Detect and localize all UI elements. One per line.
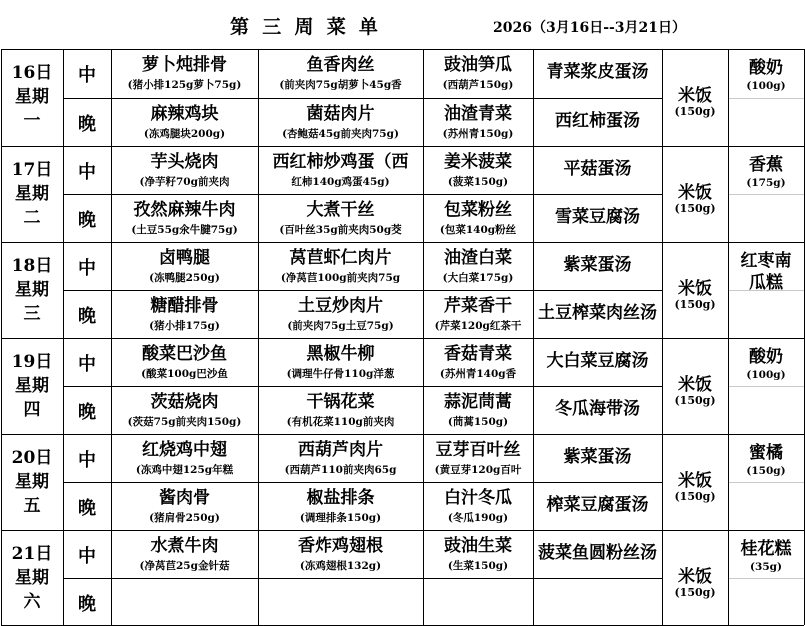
extra-name: 红枣南瓜糕 — [740, 251, 792, 290]
meal-label: 中 — [78, 258, 96, 279]
meal-label: 晚 — [78, 402, 96, 423]
dish-ingredients: (包菜140g粉丝 — [439, 224, 517, 236]
dish-name: 干锅花菜 — [306, 392, 375, 412]
rice-name: 米饭 — [678, 471, 712, 491]
soup-name: 平菇蛋汤 — [563, 159, 632, 179]
day-weekday: 星期一 — [15, 87, 49, 131]
soup-name: 西红柿蛋汤 — [555, 111, 640, 131]
extra-weight: (175g) — [746, 177, 786, 189]
dish-name: 红烧鸡中翅 — [142, 440, 227, 460]
soup-name: 大白菜豆腐汤 — [546, 351, 649, 371]
dish-name: 姜米菠菜 — [444, 152, 512, 172]
day-weekday: 星期三 — [15, 280, 49, 324]
soup-name: 榨菜豆腐蛋汤 — [546, 495, 649, 515]
dish-name: 酱肉骨 — [159, 488, 210, 508]
dish-ingredients: (茨菇75g前夹肉150g) — [127, 416, 242, 428]
extra-weight: (100g) — [746, 369, 786, 381]
dish-ingredients: (有机花菜110g前夹肉 — [286, 416, 395, 428]
dish-name: 水煮牛肉 — [150, 536, 219, 556]
dish-name: 包菜粉丝 — [444, 200, 512, 220]
dish-ingredients: (前夹肉75g胡萝卜45g香 — [279, 79, 402, 91]
dish-name: 糖醋排骨 — [150, 296, 219, 316]
meal-label: 中 — [78, 546, 96, 567]
extra-weight: (35g) — [750, 561, 782, 573]
dish-name: 大煮干丝 — [306, 200, 375, 220]
rice-weight: (150g) — [674, 202, 716, 215]
dish-name: 菌菇肉片 — [306, 104, 375, 124]
dish-name: 芋头烧肉 — [150, 152, 219, 172]
dish-name: 孜然麻辣牛肉 — [133, 200, 236, 220]
day-weekday: 星期六 — [15, 568, 49, 612]
extra-name: 酸奶 — [749, 347, 783, 367]
meal-label: 晚 — [78, 210, 96, 231]
menu-date-range: 2026（3月16日--3月21日） — [493, 20, 687, 36]
dish-name: 椒盐排条 — [306, 488, 375, 508]
dish-ingredients: (猪肩骨250g) — [149, 512, 220, 524]
rice-name: 米饭 — [678, 375, 712, 395]
day-weekday: 星期四 — [15, 376, 49, 420]
dish-name: 土豆炒肉片 — [298, 296, 383, 316]
soup-name: 土豆榨菜肉丝汤 — [538, 303, 657, 323]
dish-ingredients: (调理排条150g) — [299, 512, 382, 524]
dish-name: 酸菜巴沙鱼 — [142, 344, 227, 364]
meal-label: 晚 — [78, 306, 96, 327]
rice-weight: (150g) — [674, 394, 716, 407]
meal-label: 晚 — [78, 498, 96, 519]
soup-name: 青菜浆皮蛋汤 — [546, 62, 649, 82]
dish-ingredients: (冻鸭腿250g) — [149, 272, 220, 284]
soup-name: 冬瓜海带汤 — [555, 399, 640, 419]
dish-name: 萝卜炖排骨 — [142, 55, 227, 75]
rice-weight: (150g) — [674, 105, 716, 118]
dish-name: 鱼香肉丝 — [306, 55, 375, 75]
extra-name: 桂花糕 — [740, 539, 792, 559]
dish-ingredients: (冻鸡腿块200g) — [143, 128, 226, 140]
extra-weight: (100g) — [746, 80, 786, 92]
dish-name: 西红柿炒鸡蛋（西 — [272, 152, 409, 172]
dish-ingredients: (冬瓜190g) — [447, 512, 509, 524]
dish-ingredients: (芹菜120g红茶干 — [434, 320, 522, 332]
day-weekday: 星期五 — [15, 472, 49, 516]
dish-ingredients: (前夹肉75g土豆75g) — [287, 320, 394, 332]
dish-ingredients: (土豆55g氽牛腱75g) — [131, 224, 238, 236]
dish-ingredients: (菠菜150g) — [447, 176, 509, 188]
rice-weight: (150g) — [674, 490, 716, 503]
dish-ingredients: (猪小排125g萝卜75g) — [127, 79, 242, 91]
day-date: 21日 — [11, 544, 53, 564]
menu-title: 第 三 周 菜 单 — [230, 16, 378, 38]
extra-name: 香蕉 — [749, 155, 783, 175]
dish-ingredients: (茼蒿150g) — [447, 416, 509, 428]
rice-name: 米饭 — [678, 567, 712, 587]
dish-ingredients: (生菜150g) — [447, 560, 509, 572]
dish-ingredients: (大白菜175g) — [442, 272, 514, 284]
meal-label: 中 — [78, 162, 96, 183]
dish-ingredients: (冻鸡中翅125g年糕 — [135, 464, 234, 476]
dish-ingredients: (净芋籽70g前夹肉 — [139, 176, 230, 188]
extra-name: 酸奶 — [749, 58, 783, 78]
dish-ingredients: (西葫芦110前夹肉65g — [284, 464, 397, 476]
dish-name: 黑椒牛柳 — [306, 344, 375, 364]
day-date: 18日 — [11, 256, 53, 276]
meal-label: 晚 — [78, 594, 96, 615]
dish-name: 香菇青菜 — [444, 344, 512, 364]
dish-name: 油渣青菜 — [444, 104, 512, 124]
dish-ingredients: (猪小排175g) — [149, 320, 220, 332]
dish-name: 白汁冬瓜 — [444, 488, 512, 508]
dish-ingredients: (百叶丝35g前夹肉50g茭 — [279, 224, 402, 236]
meal-label: 中 — [78, 354, 96, 375]
dish-name: 香炸鸡翅根 — [298, 536, 383, 556]
day-date: 19日 — [11, 352, 53, 372]
meal-label: 中 — [78, 65, 96, 86]
day-date: 17日 — [11, 160, 53, 180]
day-weekday: 星期二 — [15, 184, 49, 228]
dish-ingredients: (酸菜100g巴沙鱼 — [141, 368, 228, 380]
soup-name: 紫菜蛋汤 — [563, 447, 632, 467]
dish-name: 芹菜香干 — [444, 296, 512, 316]
dish-ingredients: (净莴苣25g金针菇 — [139, 560, 230, 572]
meal-label: 晚 — [78, 114, 96, 135]
rice-name: 米饭 — [678, 86, 712, 106]
dish-name: 茨菇烧肉 — [150, 392, 219, 412]
soup-name: 紫菜蛋汤 — [563, 255, 632, 275]
meal-label: 中 — [78, 450, 96, 471]
dish-ingredients: (苏州青140g香 — [439, 368, 517, 380]
dish-name: 豉油生菜 — [444, 536, 512, 556]
day-date: 16日 — [11, 63, 53, 83]
dish-name: 豉油笋瓜 — [444, 55, 512, 75]
day-date: 20日 — [11, 448, 53, 468]
dish-name: 卤鸭腿 — [159, 248, 210, 268]
dish-ingredients: (西葫芦150g) — [442, 79, 514, 91]
dish-ingredients: (黄豆芽120g百叶 — [434, 464, 522, 476]
dish-ingredients: (苏州青150g) — [442, 128, 514, 140]
dish-ingredients: 红柿140g鸡蛋45g) — [291, 176, 390, 188]
rice-name: 米饭 — [678, 183, 712, 203]
dish-ingredients: (杏鲍菇45g前夹肉75g) — [282, 128, 399, 140]
dish-ingredients: (冻鸡翅根132g) — [299, 560, 382, 572]
dish-name: 油渣白菜 — [444, 248, 512, 268]
dish-name: 西葫芦肉片 — [298, 440, 383, 460]
dish-name: 豆芽百叶丝 — [435, 440, 521, 460]
soup-name: 雪菜豆腐汤 — [555, 207, 640, 227]
dish-name: 蒜泥茼蒿 — [444, 392, 512, 412]
extra-weight: (150g) — [746, 465, 786, 477]
rice-weight: (150g) — [674, 298, 716, 311]
extra-name: 蜜橘 — [749, 443, 783, 463]
rice-weight: (150g) — [674, 586, 716, 599]
dish-ingredients: (调理牛仔骨110g洋葱 — [286, 368, 395, 380]
rice-name: 米饭 — [678, 279, 712, 299]
dish-ingredients: (净莴苣100g前夹肉75g — [280, 272, 401, 284]
dish-name: 莴苣虾仁肉片 — [289, 248, 392, 268]
dish-name: 麻辣鸡块 — [150, 104, 219, 124]
soup-name: 菠菜鱼圆粉丝汤 — [538, 543, 657, 563]
